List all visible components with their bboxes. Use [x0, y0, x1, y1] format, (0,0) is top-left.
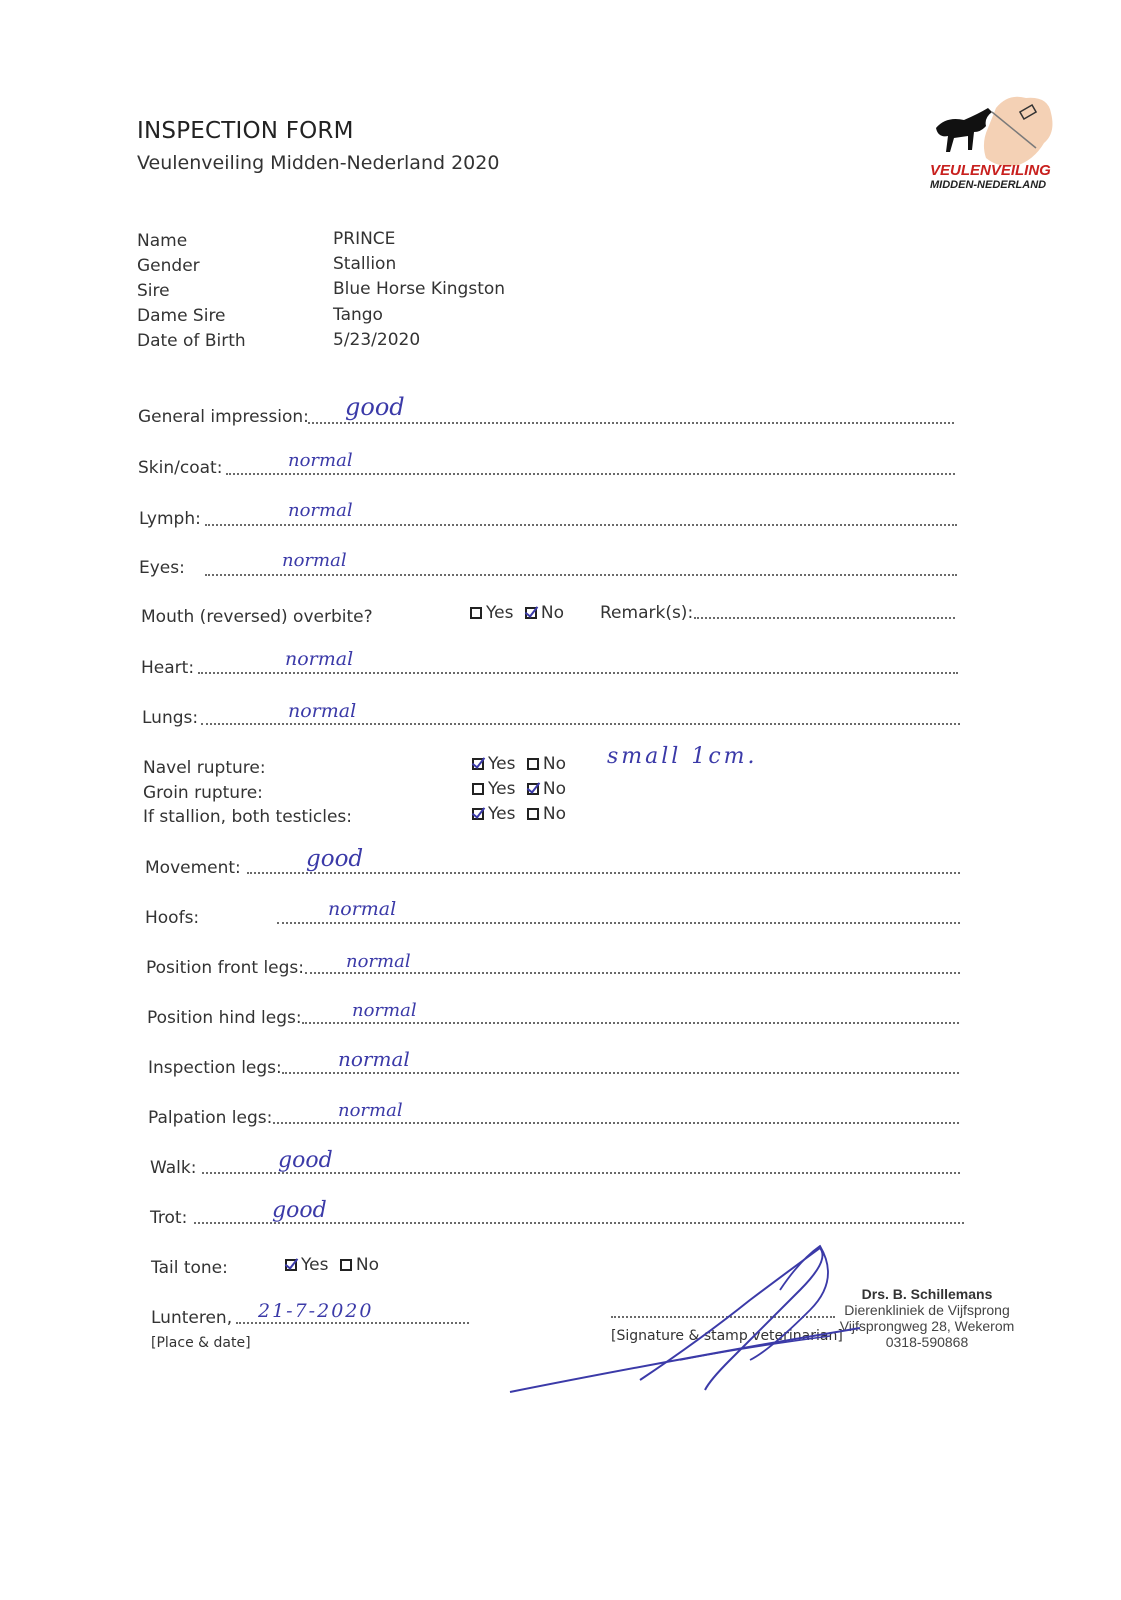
logo-text-bottom: MIDDEN-NEDERLAND — [930, 179, 1047, 191]
lymph-label: Lymph: — [139, 509, 201, 529]
remarks-line[interactable] — [694, 617, 955, 619]
movement-label: Movement: — [145, 858, 241, 878]
navel-yes-label: Yes — [488, 754, 516, 774]
navel-yes-checkbox[interactable] — [472, 758, 484, 770]
general-impression-label: General impression: — [138, 407, 309, 427]
sire-label: Sire — [137, 281, 170, 301]
mouth-no-checkbox[interactable] — [525, 607, 537, 619]
sire-value: Blue Horse Kingston — [333, 279, 506, 299]
place-date-caption: [Place & date] — [151, 1335, 251, 1351]
date-of-birth-value: 5/23/2020 — [333, 330, 421, 350]
testicles-options — [472, 804, 572, 824]
navel-rupture-label: Navel rupture: — [143, 758, 266, 778]
movement-line[interactable] — [247, 872, 960, 874]
navel-options — [472, 754, 572, 774]
inspection-legs-label: Inspection legs: — [148, 1058, 282, 1078]
tail-tone-options — [285, 1255, 385, 1275]
hoofs-label: Hoofs: — [145, 908, 200, 928]
skin-coat-line[interactable] — [226, 473, 955, 475]
front-legs-value: normal — [346, 951, 411, 972]
groin-no-label: No — [542, 779, 566, 799]
place-label: Lunteren, — [151, 1308, 233, 1328]
hind-legs-value: normal — [352, 1000, 417, 1021]
lymph-value: normal — [288, 500, 353, 521]
veulenveiling-logo — [926, 88, 1066, 198]
mouth-no-label: No — [540, 603, 564, 623]
heart-value: normal — [285, 648, 354, 670]
trot-label: Trot: — [150, 1208, 188, 1228]
stamp-clinic: Dierenkliniek de Vijfsprong — [844, 1302, 1010, 1318]
hind-legs-line[interactable] — [302, 1022, 959, 1024]
general-impression-line[interactable] — [308, 422, 954, 424]
hoofs-line[interactable] — [277, 922, 960, 924]
palpation-legs-value: normal — [338, 1100, 403, 1121]
date-value: 21-7-2020 — [258, 1300, 374, 1322]
testicles-no-label: No — [542, 804, 566, 824]
lungs-value: normal — [288, 700, 357, 722]
lymph-line[interactable] — [205, 524, 957, 526]
hoofs-value: normal — [328, 898, 397, 920]
tail-tone-yes-label: Yes — [301, 1255, 329, 1275]
inspection-legs-line[interactable] — [282, 1072, 959, 1074]
hind-legs-label: Position hind legs: — [147, 1008, 302, 1028]
groin-rupture-label: Groin rupture: — [143, 783, 263, 803]
palpation-legs-label: Palpation legs: — [148, 1108, 273, 1128]
handwritten-signature — [500, 1240, 880, 1400]
navel-no-checkbox[interactable] — [527, 758, 539, 770]
front-legs-label: Position front legs: — [146, 958, 304, 978]
dame-sire-value: Tango — [333, 305, 383, 325]
groin-options — [472, 779, 572, 799]
front-legs-line[interactable] — [305, 972, 960, 974]
testicles-yes-label: Yes — [488, 804, 516, 824]
tail-tone-label: Tail tone: — [151, 1258, 228, 1278]
heart-label: Heart: — [141, 658, 195, 678]
tail-tone-no-label: No — [355, 1255, 379, 1275]
stamp-address: Vijfsprongweg 28, Wekerom — [839, 1318, 1015, 1334]
dame-sire-label: Dame Sire — [137, 306, 226, 326]
walk-label: Walk: — [150, 1158, 197, 1178]
inspection-legs-value: normal — [338, 1047, 410, 1071]
groin-no-checkbox[interactable] — [527, 783, 539, 795]
palpation-legs-line[interactable] — [273, 1122, 959, 1124]
form-title: INSPECTION FORM — [137, 118, 354, 144]
gender-value: Stallion — [333, 254, 397, 274]
trot-value: good — [272, 1198, 327, 1223]
testicles-label: If stallion, both testicles: — [143, 807, 353, 827]
groin-yes-checkbox[interactable] — [472, 783, 484, 795]
stamp-phone: 0318-590868 — [885, 1334, 969, 1350]
form-subtitle: Veulenveiling Midden-Nederland 2020 — [137, 152, 500, 174]
signature-caption: [Signature & stamp veterinarian] — [611, 1328, 843, 1344]
general-impression-value: good — [345, 393, 405, 421]
testicles-no-checkbox[interactable] — [527, 808, 539, 820]
name-label: Name — [137, 231, 188, 251]
movement-value: good — [306, 846, 364, 872]
skin-coat-label: Skin/coat: — [138, 458, 223, 478]
stamp-name: Drs. B. Schillemans — [861, 1286, 993, 1302]
navel-note: small 1cm. — [607, 744, 758, 769]
remarks-label: Remark(s): — [600, 603, 694, 623]
heart-line[interactable] — [198, 672, 958, 674]
eyes-line[interactable] — [205, 574, 957, 576]
skin-coat-value: normal — [288, 450, 353, 471]
testicles-yes-checkbox[interactable] — [472, 808, 484, 820]
date-line[interactable] — [236, 1322, 469, 1324]
tail-tone-no-checkbox[interactable] — [340, 1259, 352, 1271]
gender-label: Gender — [137, 256, 200, 276]
navel-no-label: No — [542, 754, 566, 774]
walk-value: good — [278, 1148, 333, 1173]
groin-yes-label: Yes — [488, 779, 516, 799]
mouth-overbite-options — [470, 603, 570, 623]
eyes-value: normal — [282, 550, 347, 571]
mouth-yes-label: Yes — [486, 603, 514, 623]
logo-text-top: VEULENVEILING — [930, 162, 1051, 179]
mouth-overbite-label: Mouth (reversed) overbite? — [141, 607, 373, 627]
lungs-label: Lungs: — [142, 708, 199, 728]
name-value: PRINCE — [333, 229, 396, 249]
eyes-label: Eyes: — [139, 558, 185, 578]
date-of-birth-label: Date of Birth — [137, 331, 246, 351]
mouth-yes-checkbox[interactable] — [470, 607, 482, 619]
lungs-line[interactable] — [201, 723, 960, 725]
tail-tone-yes-checkbox[interactable] — [285, 1259, 297, 1271]
